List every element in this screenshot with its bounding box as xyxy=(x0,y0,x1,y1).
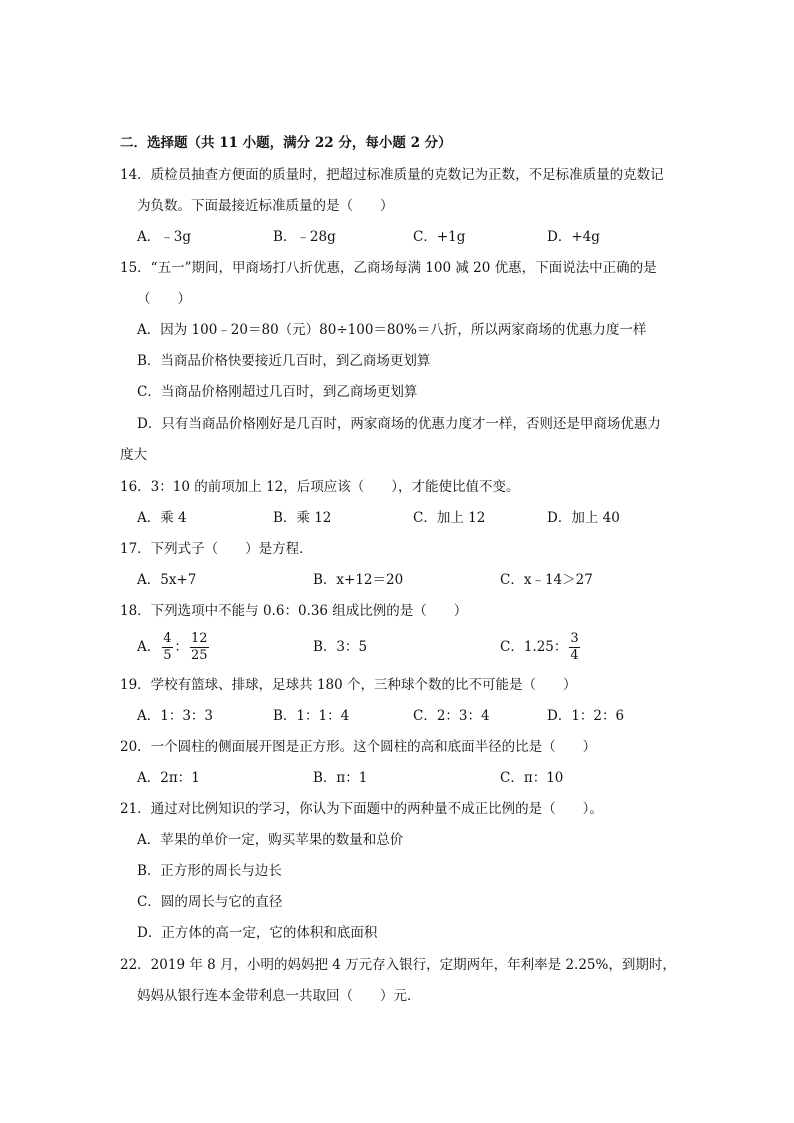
q19-option-a: A．1：3：3 xyxy=(137,708,214,724)
q18-a-den-2: 25 xyxy=(191,648,208,663)
q20-option-b: B．π：1 xyxy=(313,770,368,786)
q18-a-sep: ： xyxy=(174,639,189,655)
q15-option-a: A．因为 100﹣20＝80（元）80÷100＝80%＝八折，所以两家商场的优惠力度一样 xyxy=(137,322,647,338)
q21-option-c: C．圆的周长与它的直径 xyxy=(137,894,283,910)
q18-a-fraction-1 xyxy=(162,632,172,663)
q18-a-num-1: 4 xyxy=(163,631,172,646)
q18-c-fraction xyxy=(569,632,579,663)
question-17-line-1: 17．下列式子（ ）是方程． xyxy=(120,541,313,557)
question-14-line-1: 14．质检员抽查方便面的质量时，把超过标准质量的克数记为正数，不足标准质量的克数记 xyxy=(120,167,664,183)
question-15-line-2: （ ） xyxy=(137,291,191,307)
question-22-line-2: 妈妈从银行连本金带利息一共取回（ ）元． xyxy=(137,988,421,1004)
q15-option-d-cont: 度大 xyxy=(120,447,147,463)
q16-option-d: D．加上 40 xyxy=(547,510,620,526)
question-14-line-2: 为负数。下面最接近标准质量的是（ ） xyxy=(137,198,394,214)
question-16-line-1: 16．3：10 的前项加上 12，后项应该（ ），才能使比值不变。 xyxy=(120,479,520,495)
q21-option-d: D．正方体的高一定，它的体积和底面积 xyxy=(137,925,378,941)
q19-option-d: D．1：2：6 xyxy=(547,708,625,724)
q15-option-c: C．当商品价格刚超过几百时，到乙商场更划算 xyxy=(137,384,418,400)
q19-option-b: B．1：1：4 xyxy=(273,708,350,724)
question-18-line-1: 18．下列选项中不能与 0.6：0.36 组成比例的是（ ） xyxy=(120,603,468,619)
q18-a-fraction-2 xyxy=(190,632,209,663)
q18-c-den: 4 xyxy=(570,648,579,663)
question-19-line-1: 19．学校有篮球、排球，足球共 180 个，三种球个数的比不可能是（ ） xyxy=(120,677,577,693)
q18-c-num: 3 xyxy=(570,631,579,646)
section-title: 二．选择题（共 11 小题，满分 22 分，每小题 2 分） xyxy=(120,135,452,151)
q17-option-a: A．5x+7 xyxy=(137,572,197,588)
q14-option-d: D．+4g xyxy=(547,229,600,245)
q14-option-a: A．﹣3g xyxy=(137,229,191,245)
q18-option-c xyxy=(500,630,582,664)
question-20-line-1: 20．一个圆柱的侧面展开图是正方形。这个圆柱的高和底面半径的比是（ ） xyxy=(120,739,597,755)
q14-option-c: C．+1g xyxy=(413,229,466,245)
q19-option-c: C．2：3：4 xyxy=(413,708,490,724)
q14-option-b: B．﹣28g xyxy=(273,229,336,245)
question-15-line-1: 15．“五一”期间，甲商场打八折优惠，乙商场每满 100 减 20 优惠，下面说法中正确的是 xyxy=(120,260,657,276)
q18-a-den-1: 5 xyxy=(163,648,172,663)
question-22-line-1: 22．2019 年 8 月，小明的妈妈把 4 万元存入银行，定期两年，年利率是 2.25%，到期时， xyxy=(120,957,676,973)
q16-option-a: A．乘 4 xyxy=(137,510,187,526)
q21-option-a: A．苹果的单价一定，购买苹果的数量和总价 xyxy=(137,832,404,848)
q20-option-c: C．π：10 xyxy=(500,770,564,786)
q18-a-num-2: 12 xyxy=(191,631,208,646)
q17-option-b: B．x+12＝20 xyxy=(313,572,404,588)
q21-option-b: B．正方形的周长与边长 xyxy=(137,863,282,879)
q18-option-b: B．3：5 xyxy=(313,639,368,655)
q18-option-a xyxy=(137,630,211,664)
q18-c-prefix: C．1.25： xyxy=(500,639,568,655)
q16-option-c: C．加上 12 xyxy=(413,510,486,526)
q15-option-b: B．当商品价格快要接近几百时，到乙商场更划算 xyxy=(137,353,431,369)
question-21-line-1: 21．通过对比例知识的学习，你认为下面题中的两种量不成正比例的是（ ）。 xyxy=(120,801,603,817)
q18-a-prefix: A． xyxy=(137,639,161,655)
q16-option-b: B．乘 12 xyxy=(273,510,332,526)
q20-option-a: A．2π：1 xyxy=(137,770,200,786)
q17-option-c: C．x﹣14＞27 xyxy=(500,572,593,588)
q15-option-d: D．只有当商品价格刚好是几百时，两家商场的优惠力度才一样，否则还是甲商场优惠力 xyxy=(137,416,661,432)
